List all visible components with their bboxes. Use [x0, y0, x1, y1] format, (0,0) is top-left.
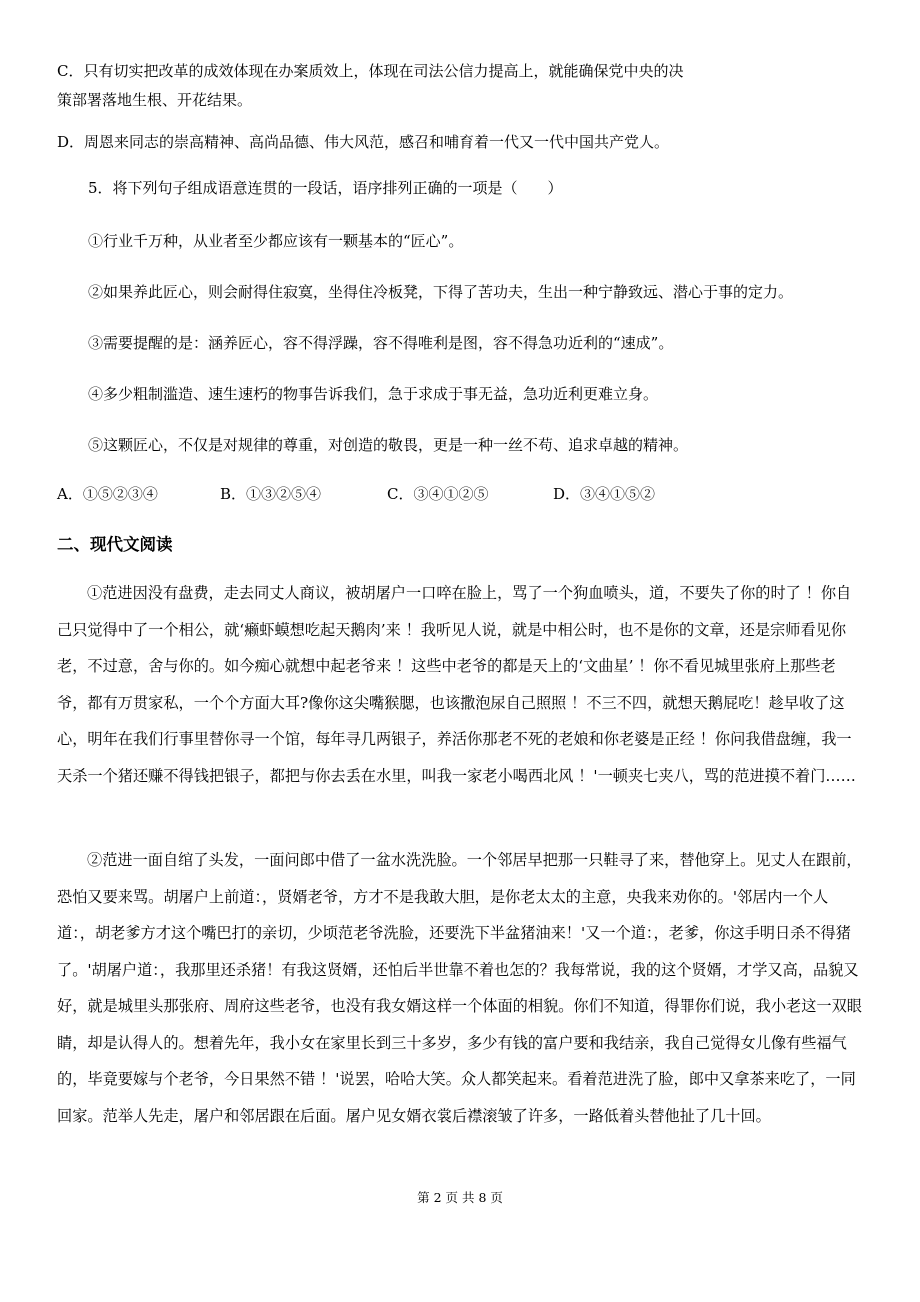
- q5-sentence-4: ④多少粗制滥造、速生速朽的物事告诉我们，急于求成于事无益，急功近利更难立身。: [88, 385, 659, 403]
- q4-option-c-line2: 策部署落地生根、开花结果。: [57, 91, 253, 109]
- q4-option-d: D．周恩来同志的崇高精神、高尚品德、伟大风范，感召和哺育着一代又一代中国共产党人。: [57, 133, 670, 151]
- q5-options: [57, 483, 857, 505]
- q5-option-d: D．③④①⑤②: [553, 485, 656, 503]
- q5-sentence-5: ⑤这颗匠心，不仅是对规律的尊重，对创造的敬畏，更是一种一丝不苟、追求卓越的精神。: [88, 436, 689, 454]
- q5-sentence-2: ②如果养此匠心，则会耐得住寂寞，坐得住冷板凳，下得了苦功夫，生出一种宁静致远、潜心于事的定力。: [88, 283, 794, 301]
- q5-stem: 5．将下列句子组成语意连贯的一段话，语序排列正确的一项是（ ）: [88, 179, 563, 197]
- q5-sentence-1: ①行业千万种，从业者至少都应该有一颗基本的“匠心”。: [88, 232, 464, 250]
- page-footer: 第 2 页 共 8 页: [417, 1190, 503, 1205]
- q5-sentence-3: ③需要提醒的是：涵养匠心，容不得浮躁，容不得唯利是图，容不得急功近利的“速成”。: [88, 334, 674, 352]
- q5-option-a: A．①⑤②③④: [57, 485, 158, 503]
- reading-paragraph-2: ②范进一面自绾了头发，一面问郎中借了一盆水洗洗脸。一个邻居早把那一只鞋寻了来，替他穿上。见丈人在跟前，恐怕又要来骂。胡屠户上前道：，贤婿老爷，方才不是我敢大胆，是你老太太的主意，央我来劝你的。'邻居内一个人道：，胡老爹方才这个嘴巴打的亲切，少顷范老爷洗脸，还要洗下半盆猪油来！'又一个道：，老爹，你这手明日杀不得猪了。'胡屠户道：，我那里还杀猪！有我这贤婿，还怕后半世靠不着也怎的？我每常说，我的这个贤婿，才学又高，品貌又好，就是城里头那张府、周府这些老爷，也没有我女婿这样一个体面的相貌。你们不知道，得罪你们说，我小老这一双眼睛，却是认得人的。想着先年，我小女在家里长到三十多岁，多少有钱的富户要和我结亲，我自己觉得女儿像有些福气的，毕竟要嫁与个老爷，今日果然不错 ！'说罢，哈哈大笑。众人都笑起来。看着范进洗了脸，郎中又拿茶来吃了，一同回家。范举人先走，屠户和邻居跟在后面。屠户见女婿衣裳后襟滚皱了许多，一路低着头替他扯了几十回。: [57, 851, 862, 1125]
- q5-option-b: B．①③②⑤④: [220, 485, 322, 503]
- reading-paragraph-1: ①范进因没有盘费，走去同丈人商议，被胡屠户一口啐在脸上，骂了一个狗血喷头，道，不要失了你的时了 ！你自己只觉得中了一个相公，就‘癞虾蟆想吃起天鹅肉’来 ！我听见人说，就是中相公时，也不是你的文章，还是宗师看见你老，不过意，舍与你的。如今痴心就想中起老爷来 ！这些中老爷的都是天上的‘文曲星’ ！你不看见城里张府上那些老爷，都有万贯家私，一个个方面大耳?像你这尖嘴猴腮，也该撒泡尿自己照照 ！不三不四，就想天鹅屁吃！趁早收了这心，明年在我们行事里替你寻一个馆，每年寻几两银子，养活你那老不死的老娘和你老婆是正经 ！你问我借盘缠，我一天杀一个猪还赚不得钱把银子，都把与你去丢在水里，叫我一家老小喝西北风 ！'一顿夹七夹八，骂的范进摸不着门……: [57, 584, 856, 785]
- section-heading: 二、现代文阅读: [57, 535, 173, 554]
- q4-option-c-line1: C．只有切实把改革的成效体现在办案质效上，体现在司法公信力提高上，就能确保党中央的决: [57, 62, 684, 80]
- q5-option-c: C．③④①②⑤: [387, 485, 489, 503]
